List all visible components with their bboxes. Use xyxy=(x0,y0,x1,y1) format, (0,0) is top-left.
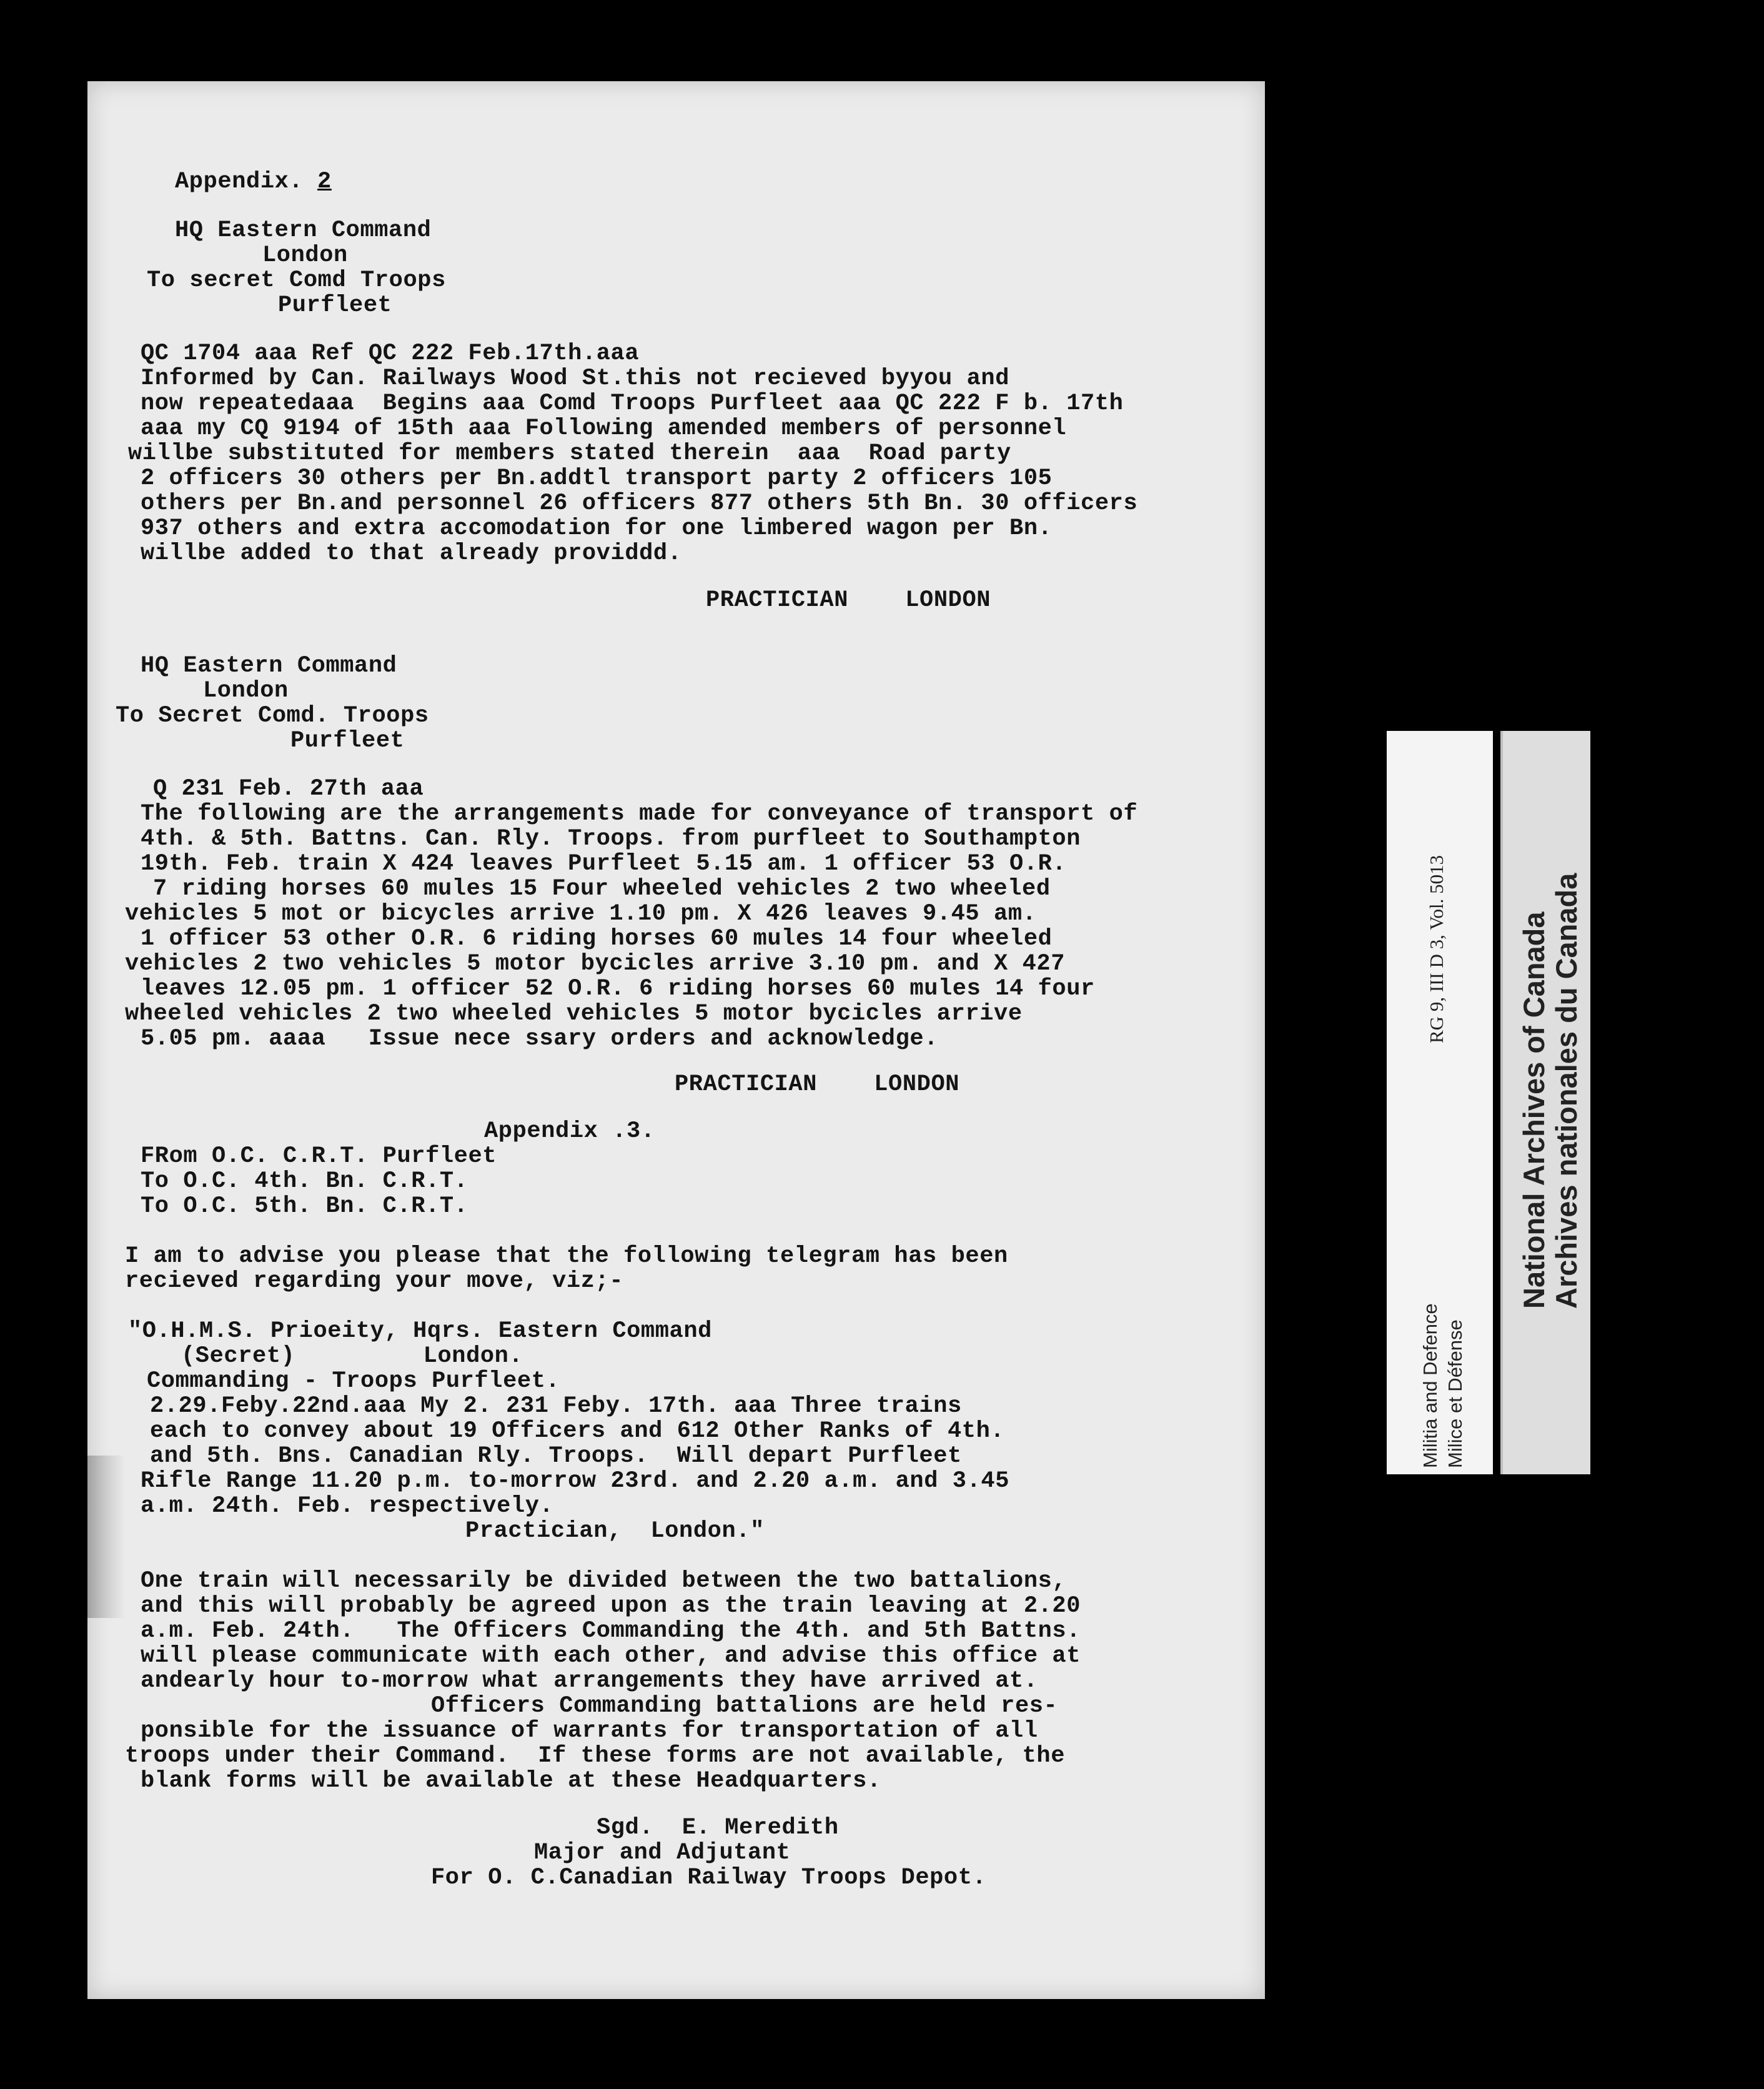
document-line: blank forms will be available at these Headquarters. xyxy=(141,1768,881,1794)
document-line: (Secret) London. xyxy=(181,1343,523,1369)
document-line: troops under their Command. If these forms are not available, the xyxy=(125,1743,1066,1769)
document-line: leaves 12.05 pm. 1 officer 52 O.R. 6 riding horses 60 mules 14 four xyxy=(141,976,1095,1002)
document-line: Purfleet xyxy=(290,728,405,754)
document-line: willbe substituted for members stated therein aaa Road party xyxy=(128,440,1011,467)
document-line: To O.C. 4th. Bn. C.R.T. xyxy=(141,1168,468,1194)
department-fr: Milice et Défense xyxy=(1444,1319,1466,1468)
document-line: 1 officer 53 other O.R. 6 riding horses 60 mules 14 four wheeled xyxy=(141,926,1053,952)
document-line: each to convey about 19 Officers and 612 Other Ranks of 4th. xyxy=(150,1418,1005,1444)
document-line: Sgd. E. Meredith xyxy=(597,1815,839,1841)
document-line: willbe added to that already providdd. xyxy=(141,540,682,567)
document-line: wheeled vehicles 2 two wheeled vehicles 5 motor bycicles arrive xyxy=(125,1001,1023,1027)
archive-label xyxy=(1387,731,1587,1474)
document-line: QC 1704 aaa Ref QC 222 Feb.17th.aaa xyxy=(141,340,640,367)
appendix-number: 2 xyxy=(317,169,332,195)
archives-name-fr: Archives nationales du Canada xyxy=(1550,873,1583,1309)
document-line: vehicles 2 two vehicles 5 motor bycicles arrive 3.10 pm. and X 427 xyxy=(125,951,1066,977)
document-line: Q 231 Feb. 27th aaa xyxy=(153,776,424,802)
department-en: Militia and Defence xyxy=(1419,1303,1441,1468)
document-line: now repeatedaaa Begins aaa Comd Troops Purfleet aaa QC 222 F b. 17th xyxy=(141,390,1124,417)
document-line: 7 riding horses 60 mules 15 Four wheeled vehicles 2 two wheeled xyxy=(153,876,1051,902)
document-line: others per Bn.and personnel 26 officers 877 others 5th Bn. 30 officers xyxy=(141,490,1138,517)
document-line: and this will probably be agreed upon as the train leaving at 2.20 xyxy=(141,1593,1081,1619)
document-line: 5.05 pm. aaaa Issue nece ssary orders and acknowledge. xyxy=(141,1026,939,1052)
document-line: To Secret Comd. Troops xyxy=(116,703,429,729)
document-line: For O. C.Canadian Railway Troops Depot. xyxy=(431,1865,987,1891)
document-line: 2.29.Feby.22nd.aaa My 2. 231 Feby. 17th. aaa Three trains xyxy=(150,1393,962,1419)
document-line: To secret Comd Troops xyxy=(147,267,446,294)
document-line: 937 others and extra accomodation for one limbered wagon per Bn. xyxy=(141,515,1053,542)
archive-reference: RG 9, III D 3, Vol. 5013 xyxy=(1425,855,1447,1043)
document-line: Rifle Range 11.20 p.m. to-morrow 23rd. and 2.20 a.m. and 3.45 xyxy=(141,1468,1010,1494)
document-line: London xyxy=(262,242,348,269)
archive-label-grey-panel xyxy=(1500,731,1590,1474)
document-line: HQ Eastern Command xyxy=(175,217,432,244)
document-line: PRACTICIAN LONDON xyxy=(706,587,991,613)
document-line: Officers Commanding battalions are held res- xyxy=(431,1693,1058,1719)
document-line: One train will necessarily be divided between the two battalions, xyxy=(141,1568,1067,1594)
document-line: Appendix .3. xyxy=(484,1118,655,1144)
document-line: Major and Adjutant xyxy=(534,1840,791,1866)
document-line: ponsible for the issuance of warrants for transportation of all xyxy=(141,1718,1038,1744)
archive-label-white-panel xyxy=(1387,731,1493,1474)
document-line: a.m. 24th. Feb. respectively. xyxy=(141,1493,554,1519)
document-line: vehicles 5 mot or bicycles arrive 1.10 pm. X 426 leaves 9.45 am. xyxy=(125,901,1037,927)
document-line: recieved regarding your move, viz;- xyxy=(125,1268,624,1294)
document-line: 19th. Feb. train X 424 leaves Purfleet 5.15 am. 1 officer 53 O.R. xyxy=(141,851,1067,877)
document-line: 4th. & 5th. Battns. Can. Rly. Troops. from purfleet to Southampton xyxy=(141,826,1081,852)
document-line: Commanding - Troops Purfleet. xyxy=(147,1368,560,1394)
document-line: FRom O.C. C.R.T. Purfleet xyxy=(141,1143,497,1169)
document-line: and 5th. Bns. Canadian Rly. Troops. Will depart Purfleet xyxy=(150,1443,962,1469)
archives-name-en: National Archives of Canada xyxy=(1517,911,1550,1309)
document-line: PRACTICIAN LONDON xyxy=(675,1071,960,1098)
document-line: a.m. Feb. 24th. The Officers Commanding the 4th. and 5th Battns. xyxy=(141,1618,1081,1644)
document-line: I am to advise you please that the following telegram has been xyxy=(125,1243,1008,1269)
document-line: Purfleet xyxy=(278,292,392,319)
document-line: "O.H.M.S. Prioeity, Hqrs. Eastern Command xyxy=(128,1318,712,1344)
document-line: HQ Eastern Command xyxy=(141,653,397,679)
document-line: Informed by Can. Railways Wood St.this not recieved byyou and xyxy=(141,365,1010,392)
document-line: 2 officers 30 others per Bn.addtl transport party 2 officers 105 xyxy=(141,465,1053,492)
document-line: To O.C. 5th. Bn. C.R.T. xyxy=(141,1193,468,1219)
document-line: Appendix. 2 xyxy=(175,169,332,195)
document-line: London xyxy=(203,678,289,704)
document-line: The following are the arrangements made for conveyance of transport of xyxy=(141,801,1138,827)
document-line: Practician, London." xyxy=(465,1518,765,1544)
document-line: andearly hour to-morrow what arrangements they have arrived at. xyxy=(141,1668,1038,1694)
document-line: aaa my CQ 9194 of 15th aaa Following amended members of personnel xyxy=(141,415,1067,442)
document-line: will please communicate with each other, and advise this office at xyxy=(141,1643,1081,1669)
document-page xyxy=(87,81,1265,1999)
